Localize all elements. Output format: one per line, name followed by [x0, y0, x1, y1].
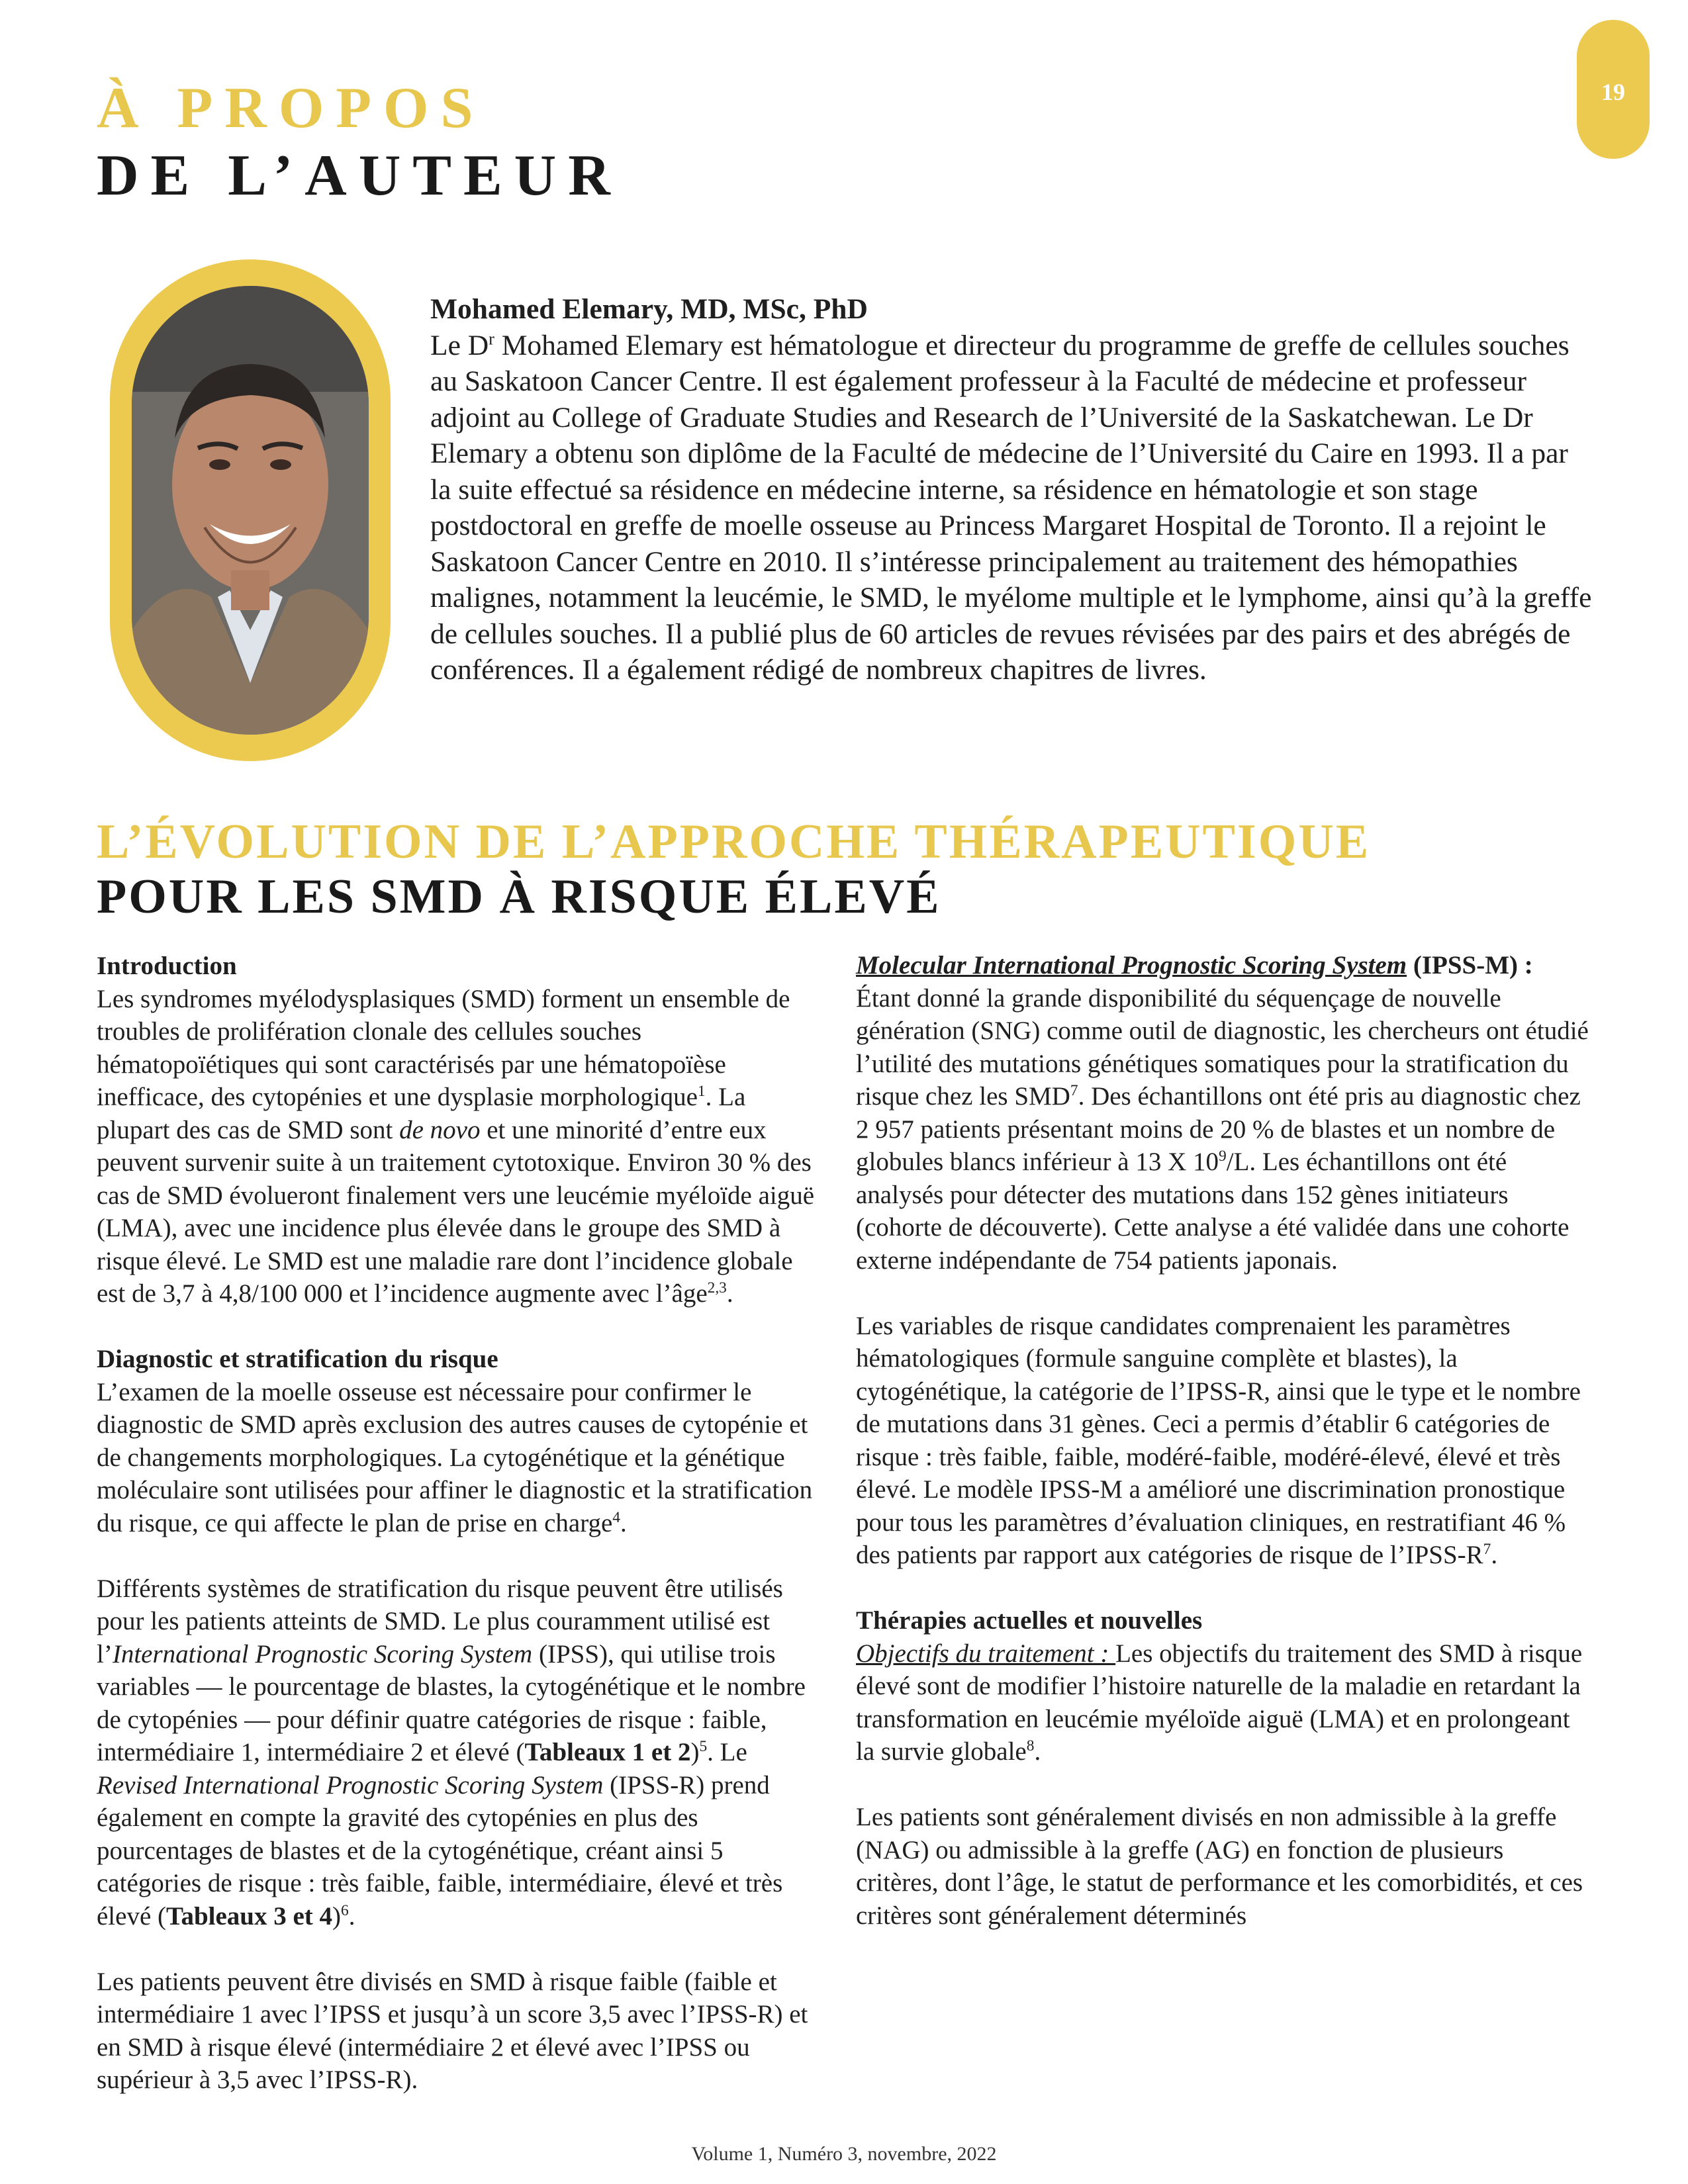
strat-ref-1: 5: [699, 1738, 708, 1755]
page-number: 19: [1601, 79, 1625, 105]
therapies-heading: Thérapies actuelles et nouvelles: [856, 1606, 1203, 1635]
ipssm-heading-bold: (IPSS-M) :: [1407, 951, 1533, 979]
ipssm-heading: [856, 949, 1591, 982]
ipssm-text-c: /L. Les échantillons ont été analysés pour détecter des mutations dans 152 gènes initiateurs (cohorte de découverte). Cette analyse a été validée dans une cohorte externe indépendante de 754 patients japonais.: [856, 1148, 1570, 1275]
therapies-text-a: Les objectifs du traitement des SMD à risque élevé sont de modifier l’histoire naturelle de la maladie en retardant la transformation en leucémie myéloïde aiguë (LMA) et en prolongeant la survie globale: [856, 1639, 1583, 1766]
patients-paragraph: [856, 1801, 1591, 1932]
article-column-left: [97, 950, 818, 2129]
intro-italic: de novo: [399, 1115, 481, 1144]
section-title-line2: DE L’AUTEUR: [97, 144, 622, 208]
section-title-line1: À PROPOS: [97, 76, 485, 140]
ipssm-text-b: . Des échantillons ont été pris au diagnostic chez 2 957 patients présentant moins de 20 % de blastes et un nombre de globules blancs inférieur à 13 X 10: [856, 1082, 1581, 1176]
author-bio: [430, 291, 1595, 688]
variables-ref: 7: [1483, 1541, 1491, 1558]
author-photo-frame: [110, 259, 391, 761]
author-name: Mohamed Elemary, MD, MSc, PhD: [430, 293, 868, 325]
intro-heading: Introduction: [97, 952, 237, 980]
strat-text-a: Différents systèmes de stratification du risque peuvent être utilisés pour les patients atteints de SMD. Le plus couramment utilisé est l’: [97, 1574, 783, 1668]
diagnostic-text-a: L’examen de la moelle osseuse est nécessaire pour confirmer le diagnostic de SMD après exclusion des autres causes de cytopénie et de changements morphologiques. La cytogénétique et la génétique moléculaire sont utilisées pour affiner le diagnostic et la stratification du risque, ce qui affecte le plan de prise en charge: [97, 1377, 813, 1537]
article-column-right: [856, 950, 1591, 1965]
variables-text-b: .: [1491, 1541, 1498, 1569]
ipssm-ref-1: 7: [1070, 1082, 1078, 1099]
diagnostic-text-b: .: [620, 1508, 627, 1537]
page-footer: Volume 1, Numéro 3, novembre, 2022: [691, 2143, 997, 2165]
stratification-paragraph: [97, 1572, 818, 1933]
bio-sup: r: [489, 329, 494, 348]
strat-text-g: .: [348, 1901, 355, 1931]
author-photo: [132, 286, 369, 735]
division-text: Les patients peuvent être divisés en SMD à risque faible (faible et intermédiaire 1 avec l’IPSS et jusqu’à un score 3,5 avec l’IPSS-R) et en SMD à risque élevé (intermédiaire 2 et élevé avec l’IPSS ou supérieur à 3,5 avec l’IPSS-R).: [97, 1967, 808, 2094]
ipssm-heading-italic: Molecular International Prognostic Scoring System: [856, 951, 1407, 979]
strat-bold-2: Tableaux 3 et 4: [166, 1901, 333, 1931]
bio-prefix: Le D: [430, 329, 489, 361]
diagnostic-paragraph: [97, 1343, 818, 1539]
therapies-objectives-label: Objectifs du traitement :: [856, 1639, 1116, 1668]
intro-text-c: et une minorité d’entre eux peuvent survenir suite à un traitement cytotoxique. Environ 30 % des cas de SMD évolueront finalement vers une leucémie myéloïde aiguë (LMA), avec une incidence plus élevée dans le groupe des SMD à risque élevé. Le SMD est une maladie rare dont l’incidence globale est de 3,7 à 4,8/100 000 et l’incidence augmente avec l’âge: [97, 1115, 815, 1308]
article-title-line2: POUR LES SMD À RISQUE ÉLEVÉ: [97, 870, 941, 924]
strat-text-f: ): [332, 1901, 342, 1931]
variables-paragraph: [856, 1310, 1591, 1572]
intro-text-b: . La plupart des cas de SMD sont: [97, 1083, 746, 1144]
strat-italic-2: Revised International Prognostic Scoring System: [97, 1770, 604, 1799]
strat-text-b: (IPSS), qui utilise trois variables — le pourcentage de blastes, la cytogénétique et le nombre de cytopénies — pour définir quatre catégories de risque : faible, intermédiaire 1, intermédiaire 2 et élevé (: [97, 1639, 806, 1766]
intro-text-a: Les syndromes myélodysplasiques (SMD) forment un ensemble de troubles de prolifération clonale des cellules souches hématopoïétiques qui sont caractérisés par une hématopoïèse inefficace, des cytopénies et une dysplasie morphologique: [97, 984, 790, 1111]
author-bio-text: [430, 328, 1595, 688]
intro-ref-1: 1: [697, 1083, 706, 1100]
strat-ref-2: 6: [341, 1901, 349, 1919]
ipssm-text-a: Étant donné la grande disponibilité du séquençage de nouvelle génération (SNG) comme outil de diagnostic, les chercheurs ont étudié l’utilité des mutations génétiques somatiques pour la stratification du risque chez les SMD: [856, 983, 1589, 1111]
article-title-line1: L’ÉVOLUTION DE L’APPROCHE THÉRAPEUTIQUE: [97, 815, 1371, 869]
therapies-ref: 8: [1026, 1737, 1035, 1754]
therapies-text-b: .: [1034, 1737, 1041, 1766]
intro-text-d: .: [726, 1279, 733, 1308]
intro-paragraph: [97, 950, 818, 1310]
author-portrait-illustration: [132, 286, 369, 735]
therapies-paragraph: [856, 1604, 1591, 1768]
intro-ref-2: 2,3: [707, 1279, 727, 1297]
ipssm-ref-2: 9: [1219, 1148, 1227, 1165]
diagnostic-ref: 4: [612, 1508, 620, 1526]
variables-text-a: Les variables de risque candidates comprenaient les paramètres hématologiques (formule sanguine complète et blastes), la cytogénétique, la catégorie de l’IPSS-R, ainsi que le type et le nombre de mutations dans 31 gènes. Ceci a permis d’établir 6 catégories de risque : très faible, faible, modéré-faible, modéré-élevé, élevé et très élevé. Le modèle IPSS-M a amélioré une discrimination pronostique pour tous les paramètres d’évaluation cliniques, en restratifiant 46 % des patients par rapport aux catégories de risque de l’IPSS-R: [856, 1311, 1581, 1569]
ipssm-paragraph: [856, 949, 1591, 1277]
strat-text-e: (IPSS-R) prend également en compte la gravité des cytopénies en plus des pourcentages de blastes et de la cytogénétique, créant ainsi 5 catégories de risque : très faible, faible, intermédiaire, élevé et très élevé (: [97, 1770, 783, 1931]
strat-text-d: . Le: [707, 1738, 747, 1766]
strat-italic-1: International Prognostic Scoring System: [112, 1639, 533, 1668]
patients-text: Les patients sont généralement divisés en non admissible à la greffe (NAG) ou admissible à la greffe (AG) en fonction de plusieurs critères, dont l’âge, le statut de performance et les comorbidités, et ces critères sont généralement déterminés: [856, 1803, 1583, 1930]
strat-bold-1: Tableaux 1 et 2: [524, 1738, 691, 1766]
bio-body: Mohamed Elemary est hématologue et directeur du programme de greffe de cellules souches au Saskatoon Cancer Centre. Il est également professeur à la Faculté de médecine et professeur adjoint au College of Graduate Studies and Research de l’Université de la Saskatchewan. Le Dr Elemary a obtenu son diplôme de la Faculté de médecine de l’Université du Caire en 1993. Il a par la suite effectué sa résidence en médecine interne, sa résidence en hématologie et son stage postdoctoral en greffe de moelle osseuse au Princess Margaret Hospital de Toronto. Il a rejoint le Saskatoon Cancer Centre en 2010. Il s’intéresse principalement au traitement des hémopathies malignes, notamment la leucémie, le SMD, le myélome multiple et le lymphome, ainsi qu’à la greffe de cellules souches. Il a publié plus de 60 articles de revues révisées par des pairs et des abrégés de conférences. Il a également rédigé de nombreux chapitres de livres.: [430, 329, 1592, 686]
page-number-badge: [1577, 20, 1650, 159]
division-paragraph: [97, 1966, 818, 2097]
diagnostic-heading: Diagnostic et stratification du risque: [97, 1345, 498, 1373]
strat-text-c: ): [690, 1738, 700, 1766]
